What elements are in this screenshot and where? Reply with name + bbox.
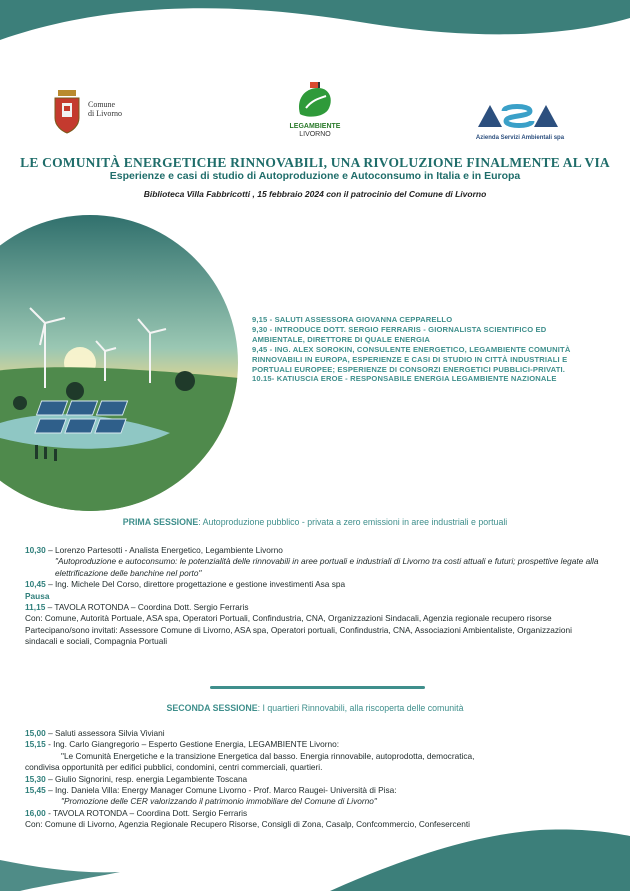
session2-heading [0,703,630,713]
session1-heading [0,517,630,527]
asa-logo [470,103,570,141]
event-title: LE COMUNITÀ ENERGETICHE RINNOVABILI, UNA RIVOLUZIONE FINALMENTE AL VIA [20,155,610,170]
list-item: 10,30 – Lorenzo Partesotti - Analista Energetico, Legambiente Livorno [25,545,283,555]
comune-name-line1: Comune [88,100,116,109]
participants: Con: Comune, Autorità Portuale, ASA spa, Operatori Portuali, Confindustria, CNA, Organizzazioni Sindacali, Agenzia regionale recupero risorse [25,613,552,624]
session1-title: : Autoproduzione pubblico - privata a zero emissioni in aree industriali e portuali [198,517,508,527]
talk-quote: "Le Comunità Energetiche e la transizione Energetica dal basso. Energia rinnovabile, autoprodotta, democratica, [61,750,475,761]
asa-tagline: Azienda Servizi Ambientali spa [475,135,565,141]
asa-wordmark-icon [476,103,560,129]
comune-name-line2: di Livorno [88,109,122,118]
session1-label: PRIMA SESSIONE [122,517,199,527]
list-item: 15,15 - Ing. Carlo Giangregorio – Esperto Gestione Energia, LEGAMBIENTE Livorno: [25,739,340,750]
legambiente-leaf-icon [288,80,342,118]
renewable-energy-illustration [0,213,240,513]
list-item: 15,00 – Saluti assessora Silvia Viviani [25,728,165,738]
session2-title: : I quartieri Rinnovabili, alla riscoperta delle comunità [257,703,464,713]
talk-quote: "Promozione delle CER valorizzando il patrimonio immobiliare del Comune di Livorno" [61,796,377,807]
program-item: 10.15- KATIUSCIA EROE - RESPONSABILE ENERGIA LEGAMBIENTE NAZIONALE [252,374,557,384]
session1-body [25,545,605,648]
list-item: 16,00 - TAVOLA ROTONDA – Coordina Dott. Sergio Ferraris [25,807,248,818]
talk-quote: "Autoproduzione e autoconsumo: le potenzialità delle rinnovabili in aree portuali e industriali di Livorno tra costi attuali e futuri; prospettive legate alla elettrificazione delle banchine nel porto" [55,556,599,578]
break-label: Pausa [25,590,50,601]
coat-of-arms-icon [52,88,82,134]
legambiente-city: LIVORNO [299,131,331,138]
talk-quote-cont: condivisa opportunità per edifici pubblici, condomini, centri commerciali, quartieri. [25,762,323,773]
session2-body [25,728,605,831]
session2-label: SECONDA SESSIONE [166,703,258,713]
legambiente-logo [288,80,342,138]
legambiente-name: LEGAMBIENTE [289,123,341,130]
program-item: 9,45 - ING. ALEX SOROKIN, CONSULENTE ENERGETICO, LEGAMBIENTE COMUNITÀ RINNOVABILI IN EUROPA, ESPERIENZE E CASI DI STUDIO IN CITTÀ INDUSTRIALI E PORTUALI EUROPEE; ESPERIENZE DI CONSORZI ENERGETICI PUBBLICI-PRIVATI. [252,344,571,374]
event-subtitle: Esperienze e casi di studio di Autoproduzione e Autoconsumo in Italia e in Europa [109,170,521,182]
list-item: 10,45 – Ing. Michele Del Corso, direttore progettazione e gestione investimenti Asa spa [25,579,346,590]
list-item: 11,15 – TAVOLA ROTONDA – Coordina Dott. Sergio Ferraris [25,602,249,613]
section-divider [210,686,425,689]
comune-logo [52,88,142,134]
morning-program [252,315,597,384]
participants: Con: Comune di Livorno, Agenzia Regionale Recupero Risorse, Consigli di Zona, Casalp, Confcommercio, Confesercenti [25,819,471,830]
program-item: 9,15 - SALUTI ASSESSORA GIOVANNA CEPPARELLO [252,315,453,324]
event-venue: Biblioteca Villa Fabbricotti , 15 febbraio 2024 con il patrocinio del Comune di Livorno [143,189,487,199]
invited: Partecipano/sono invitati: Assessore Comune di Livorno, ASA spa, Operatori portuali, Confindustria, CNA, Associazioni Ambientaliste, Organizzazioni sindacali e sociali, Compagnia Portuali [25,624,572,647]
list-item: 15,30 – Giulio Signorini, resp. energia Legambiente Toscana [25,773,248,784]
list-item: 15,45 – Ing. Daniela Villa: Energy Manager Comune Livorno - Prof. Marco Raugei- Università di Pisa: [25,785,397,796]
program-item: 9,30 - INTRODUCE DOTT. SERGIO FERRARIS - GIORNALISTA SCIENTIFICO ED AMBIENTALE, DIRETTORE DI QUALE ENERGIA [252,324,547,344]
